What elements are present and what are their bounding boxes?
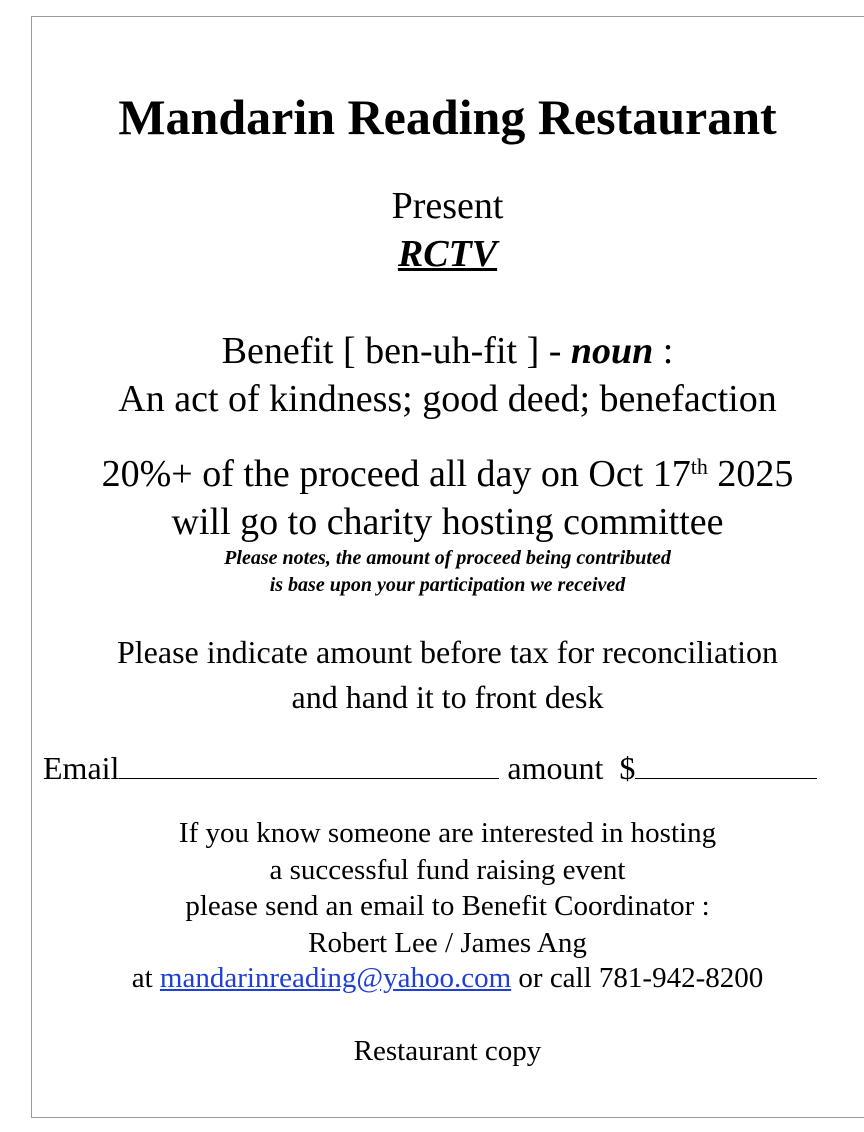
amount-label: amount $: [507, 750, 636, 786]
hosting-line-1: If you know someone are interested in hosting: [178, 817, 717, 849]
instruction-line-1: Please indicate amount before tax for reconciliation: [116, 634, 779, 670]
benefit-definition-heading: [31, 332, 864, 370]
hosting-line-2: a successful fund raising event: [269, 854, 626, 886]
coordinator-names: Robert Lee / James Ang: [308, 927, 587, 959]
participation-form-row: [43, 752, 817, 784]
proceed-line-1-text: 20%+ of the proceed all day on Oct 17: [101, 453, 691, 495]
restaurant-title: Mandarin Reading Restaurant: [118, 89, 777, 145]
benefit-word: Benefit [ ben-uh-fit ] -: [221, 330, 562, 372]
amount-blank-field[interactable]: [635, 752, 817, 779]
contact-email-link[interactable]: mandarinreading@yahoo.com: [159, 962, 512, 994]
instruction-line-2: and hand it to front desk: [291, 679, 604, 715]
benefit-meaning: An act of kindness; good deed; benefaction: [118, 378, 777, 420]
proceed-line-2: will go to charity hosting committee: [171, 501, 724, 543]
program-name: RCTV: [397, 233, 498, 275]
definition-colon: :: [662, 330, 674, 372]
proceed-year: 2025: [717, 453, 794, 495]
proceed-note-line-1: Please notes, the amount of proceed being contributed: [224, 547, 671, 569]
date-ordinal-suffix: th: [690, 454, 708, 479]
proceed-note-line-2: is base upon your participation we received: [269, 574, 626, 596]
present-label: Present: [391, 185, 504, 227]
contact-at-label: at: [131, 962, 153, 994]
proceed-line-1: [31, 455, 864, 493]
part-of-speech: noun: [570, 330, 654, 372]
contact-phone-text: or call 781-942-8200: [518, 962, 764, 994]
hosting-line-3: please send an email to Benefit Coordinator :: [185, 890, 710, 922]
copy-label: Restaurant copy: [353, 1035, 542, 1067]
page-bottom-divider: [31, 1117, 864, 1118]
email-blank-field[interactable]: [119, 752, 499, 779]
email-label: Email: [43, 750, 120, 786]
contact-line: [31, 964, 864, 993]
